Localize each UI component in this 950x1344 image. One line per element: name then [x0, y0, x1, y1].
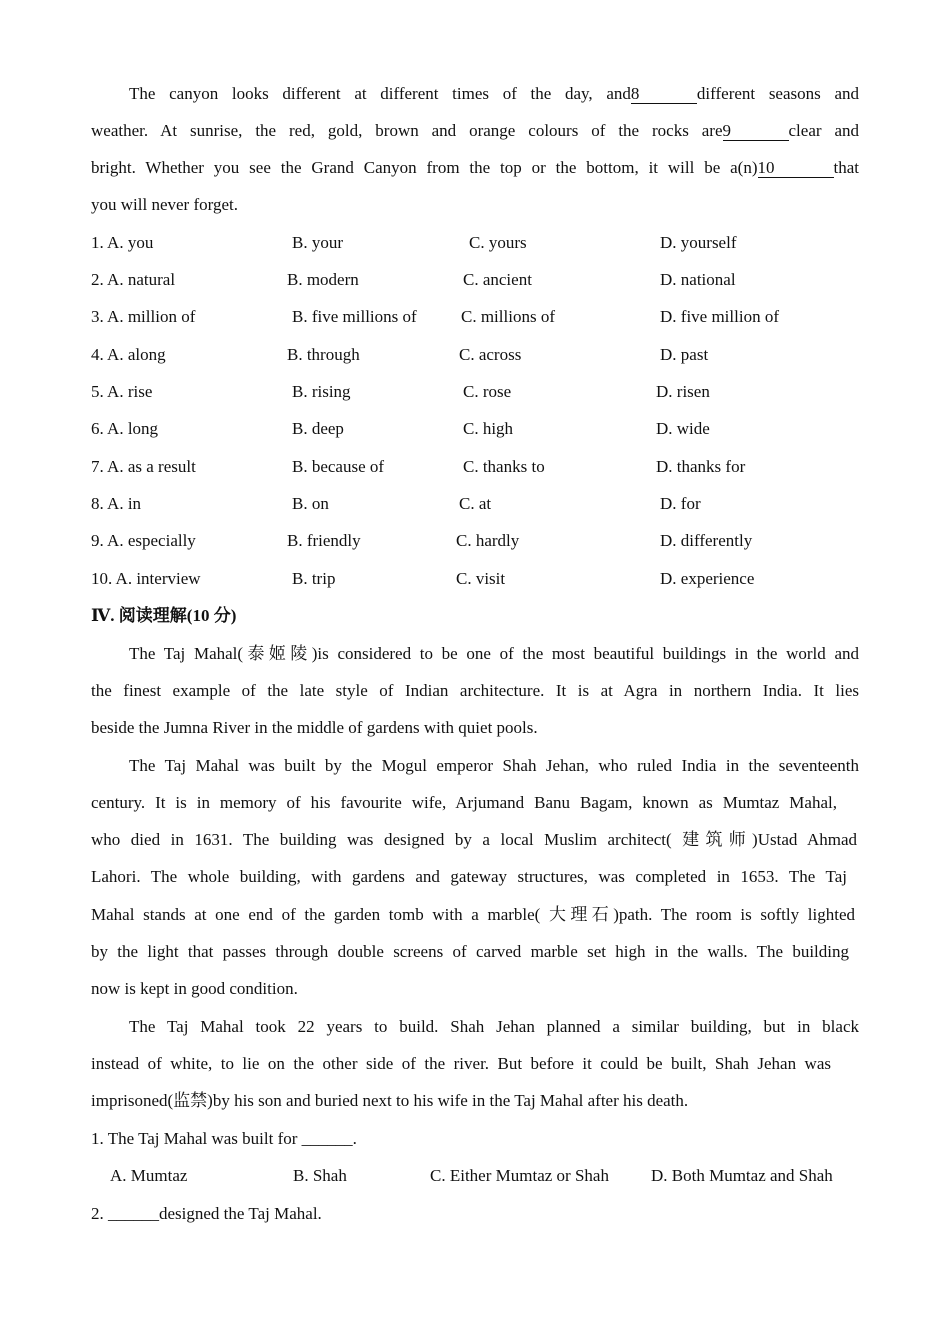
paragraph-line: The Taj Mahal took 22 years to build. Shah Jehan planned a similar building, but in black — [129, 1017, 859, 1036]
option-10b: B. trip — [292, 569, 336, 588]
option-9b: B. friendly — [287, 531, 361, 550]
option-2a: 2. A. natural — [91, 270, 176, 289]
paragraph-line: Mahal stands at one end of the garden tomb with a marble( 大理石)path. The room is softly lighted — [91, 905, 855, 924]
section-heading: Ⅳ. 阅读理解(10 分) — [91, 606, 237, 625]
paragraph-line: the finest example of the late style of Indian architecture. It is at Agra in northern India. It lies — [91, 681, 859, 700]
question-1-stem: 1. The Taj Mahal was built for ______. — [91, 1129, 357, 1148]
question-1-option-d: D. Both Mumtaz and Shah — [651, 1166, 833, 1185]
option-3d: D. five million of — [660, 307, 779, 326]
option-7a: 7. A. as a result — [91, 457, 196, 476]
paragraph-line: The Taj Mahal(泰姬陵)is considered to be one of the most beautiful buildings in the world and — [129, 644, 859, 663]
question-1-option-c: C. Either Mumtaz or Shah — [430, 1166, 609, 1185]
option-4b: B. through — [287, 345, 360, 364]
option-10c: C. visit — [456, 569, 506, 588]
passage-line-2 — [91, 120, 859, 142]
paragraph-line: now is kept in good condition. — [91, 979, 298, 998]
option-6c: C. high — [463, 419, 514, 438]
paragraph-line: instead of white, to lie on the other side of the river. But before it could be built, Shah Jehan was — [91, 1054, 831, 1073]
option-3b: B. five millions of — [292, 307, 417, 326]
option-9c: C. hardly — [456, 531, 520, 550]
option-1d: D. yourself — [660, 233, 737, 252]
option-5c: C. rose — [463, 382, 512, 401]
option-8a: 8. A. in — [91, 494, 142, 513]
passage-line-1 — [129, 83, 859, 105]
paragraph-line: imprisoned(监禁)by his son and buried next to his wife in the Taj Mahal after his death. — [91, 1091, 689, 1110]
option-1c: C. yours — [469, 233, 527, 252]
paragraph-line: century. It is in memory of his favourite wife, Arjumand Banu Bagam, known as Mumtaz Mahal, — [91, 793, 837, 812]
passage-text: clear and — [788, 121, 859, 140]
passage-text: weather. At sunrise, the red, gold, brown and orange colours of the rocks are — [91, 121, 723, 140]
option-6a: 6. A. long — [91, 419, 159, 438]
answer-blank-10: 10 — [758, 159, 834, 178]
paragraph-line: Lahori. The whole building, with gardens and gateway structures, was completed in 1653. The Taj — [91, 867, 847, 886]
option-8d: D. for — [660, 494, 701, 513]
question-2-stem: 2. ______designed the Taj Mahal. — [91, 1204, 322, 1223]
option-2b: B. modern — [287, 270, 359, 289]
option-6d: D. wide — [656, 419, 710, 438]
paragraph-line: The Taj Mahal was built by the Mogul emperor Shah Jehan, who ruled India in the seventeenth — [129, 756, 859, 775]
question-1-option-b: B. Shah — [293, 1166, 347, 1185]
option-7b: B. because of — [292, 457, 385, 476]
option-8c: C. at — [459, 494, 492, 513]
option-6b: B. deep — [292, 419, 344, 438]
option-3a: 3. A. million of — [91, 307, 196, 326]
passage-line-3 — [91, 157, 859, 179]
option-4d: D. past — [660, 345, 709, 364]
option-2c: C. ancient — [463, 270, 532, 289]
option-10d: D. experience — [660, 569, 755, 588]
question-1-option-a: A. Mumtaz — [110, 1166, 188, 1185]
answer-blank-9: 9 — [723, 122, 789, 141]
option-7d: D. thanks for — [656, 457, 746, 476]
option-9a: 9. A. especially — [91, 531, 196, 550]
option-5b: B. rising — [292, 382, 351, 401]
passage-line-4: you will never forget. — [91, 195, 238, 214]
paragraph-line: by the light that passes through double screens of carved marble set high in the walls. The building — [91, 942, 849, 961]
paragraph-line: who died in 1631. The building was designed by a local Muslim architect( 建筑师)Ustad Ahmad — [91, 830, 857, 849]
option-9d: D. differently — [660, 531, 753, 550]
passage-text: different seasons and — [696, 84, 859, 103]
option-7c: C. thanks to — [463, 457, 545, 476]
option-10a: 10. A. interview — [91, 569, 201, 588]
option-8b: B. on — [292, 494, 329, 513]
option-4a: 4. A. along — [91, 345, 166, 364]
option-5d: D. risen — [656, 382, 710, 401]
option-3c: C. millions of — [461, 307, 555, 326]
option-1b: B. your — [292, 233, 343, 252]
passage-text: that — [833, 158, 859, 177]
option-1a: 1. A. you — [91, 233, 154, 252]
answer-blank-8: 8 — [631, 85, 697, 104]
passage-text: bright. Whether you see the Grand Canyon from the top or the bottom, it will be a(n) — [91, 158, 758, 177]
option-4c: C. across — [459, 345, 522, 364]
passage-text: The canyon looks different at different times of the day, and — [129, 84, 631, 103]
option-5a: 5. A. rise — [91, 382, 153, 401]
paragraph-line: beside the Jumna River in the middle of gardens with quiet pools. — [91, 718, 538, 737]
option-2d: D. national — [660, 270, 736, 289]
